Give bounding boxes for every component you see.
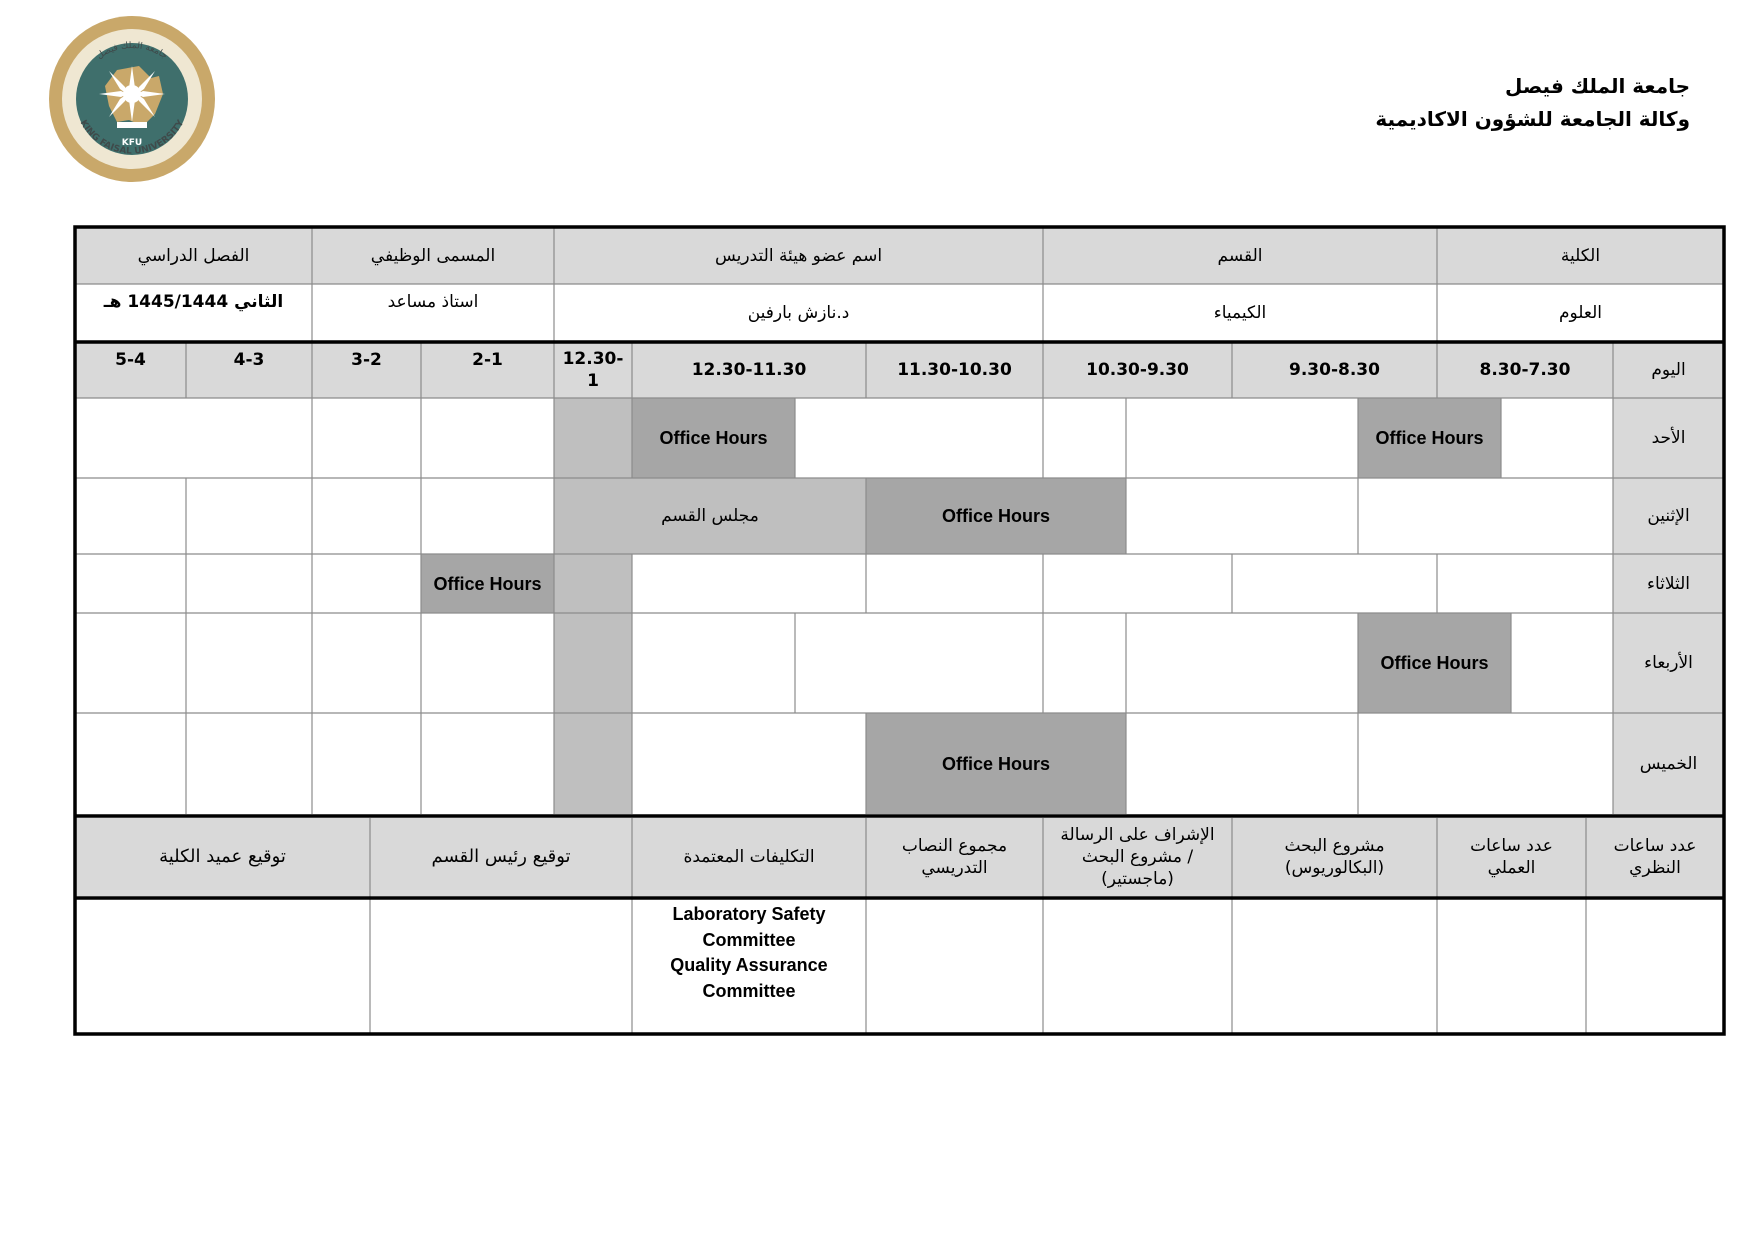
- assignment-line: Quality Assurance: [670, 955, 828, 975]
- approved-assignments-value: [632, 898, 866, 1010]
- logo-text-bottom: KING FAISAL UNIVERSITY: [77, 118, 187, 157]
- time-slot-header: 2-1: [472, 350, 503, 370]
- day-tuesday: الثلاثاء: [1646, 573, 1691, 594]
- time-slot-header: 3-2: [351, 350, 382, 370]
- university-name: جامعة الملك فيصل: [1504, 74, 1690, 98]
- college-value: العلوم: [1558, 303, 1603, 323]
- day-wednesday: الأربعاء: [1644, 653, 1693, 673]
- office-hours-block: Office Hours: [659, 428, 768, 448]
- time-slot-header: 9.30-8.30: [1289, 360, 1380, 380]
- office-hours-block: Office Hours: [1380, 653, 1489, 673]
- time-slot-header: 12.30- 1: [562, 349, 624, 391]
- dean-signature-header: توقيع عميد الكلية: [159, 846, 286, 867]
- theory-hours-header: عدد ساعات النظري: [1613, 836, 1697, 878]
- thesis-supervision-header: الإشراف على الرسالة / مشروع البحث (ماجستير): [1060, 825, 1215, 889]
- day-thursday: الخميس: [1639, 753, 1698, 774]
- day-column-header: اليوم: [1651, 360, 1686, 380]
- practical-hours-header: عدد ساعات العملي: [1470, 836, 1553, 878]
- time-slot-header: 5-4: [115, 350, 146, 370]
- assignment-line: Laboratory Safety: [672, 904, 826, 924]
- office-hours-block: Office Hours: [941, 506, 1051, 526]
- job-title-value: استاذ مساعد: [387, 292, 479, 312]
- time-slot-header: 12.30-11.30: [691, 360, 807, 380]
- bachelor-project-header: مشروع البحث (البكالوريوس): [1284, 836, 1385, 878]
- job-title-label: المسمى الوظيفي: [370, 245, 496, 266]
- time-slot-header: 4-3: [233, 350, 265, 370]
- faculty-member-value: د.نازش بارفين: [747, 303, 850, 323]
- college-label: الكلية: [1560, 245, 1601, 266]
- agency-name: وكالة الجامعة للشؤون الاكاديمية: [1375, 107, 1690, 131]
- assignment-line: Committee: [702, 929, 796, 950]
- time-slot-header: 11.30-10.30: [897, 360, 1012, 380]
- department-council-block: مجلس القسم: [661, 506, 759, 526]
- office-hours-block: Office Hours: [433, 573, 542, 594]
- assignment-line: Committee: [702, 980, 796, 1001]
- day-sunday: الأحد: [1651, 428, 1686, 448]
- time-slot-header: 10.30-9.30: [1086, 360, 1189, 380]
- approved-assignments-header: التكليفات المعتمدة: [683, 847, 815, 867]
- head-signature-header: توقيع رئيس القسم: [431, 846, 571, 867]
- department-label: القسم: [1217, 245, 1263, 266]
- office-hours-block: Office Hours: [941, 753, 1051, 774]
- faculty-member-label: اسم عضو هيئة التدريس: [714, 245, 883, 266]
- logo-abbr: KFU: [121, 138, 143, 148]
- semester-label: الفصل الدراسي: [137, 245, 250, 266]
- logo-text-top: جامعة الملك فيصل: [95, 41, 170, 62]
- department-value: الكيمياء: [1213, 303, 1267, 323]
- break-column-fills: [554, 398, 632, 814]
- time-slot-header: 8.30-7.30: [1479, 360, 1571, 380]
- teaching-load-total-header: مجموع النصاب التدريسي: [901, 836, 1008, 878]
- day-monday: الإثنين: [1647, 506, 1690, 526]
- office-hours-block: Office Hours: [1375, 428, 1484, 448]
- semester-value: الثاني 1445/1444 هـ: [103, 292, 284, 312]
